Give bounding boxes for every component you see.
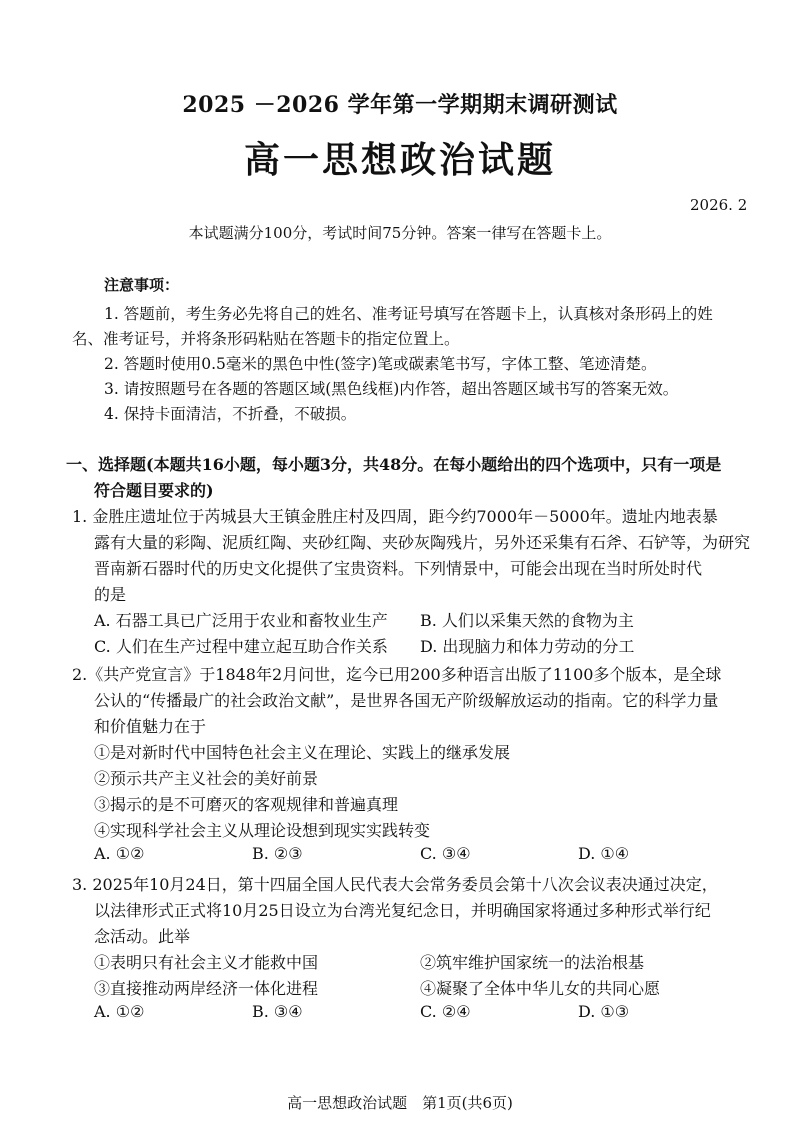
statement-item: ④凝聚了全体中华儿女的共同心愿: [420, 979, 661, 998]
statement-item: ①是对新时代中国特色社会主义在理论、实践上的继承发展: [94, 743, 511, 762]
exam-date: 2026. 2: [690, 196, 748, 214]
exam-title: 高一思想政治试题: [243, 139, 556, 181]
question-1-line: 的是: [94, 585, 127, 604]
option-a: A. ①②: [94, 844, 145, 863]
exam-subtitle: 2025 －2026 学年第一学期期末调研测试: [182, 92, 618, 118]
question-3-line: 3. 2025年10月24日，第十四届全国人民代表大会常务委员会第十八次会议表决通过决定，: [72, 875, 718, 894]
option-c: C. ③④: [420, 844, 471, 863]
question-1-line: 露有大量的彩陶、泥质红陶、夹砂红陶、夹砂灰陶残片，另外还采集有石斧、石铲等，为研究: [94, 533, 751, 552]
notice-line: 4. 保持卡面清洁，不折叠，不破损。: [104, 405, 357, 423]
section-heading-cont: 符合题目要求的): [94, 481, 214, 500]
statement-item: ①表明只有社会主义才能救中国: [94, 953, 319, 972]
question-2-line: 和价值魅力在于: [94, 717, 207, 736]
exam-note: 本试题满分100分，考试时间75分钟。答案一律写在答题卡上。: [188, 224, 612, 242]
option-a: A. ①②: [94, 1002, 145, 1021]
statement-item: ④实现科学社会主义从理论设想到现实实践转变: [94, 821, 431, 840]
option-d: D. 出现脑力和体力劳动的分工: [420, 637, 635, 656]
notice-line: 3. 请按照题号在各题的答题区域(黑色线框)内作答，超出答题区域书写的答案无效。: [104, 380, 679, 398]
page-footer: 高一思想政治试题 第1页(共6页): [287, 1094, 513, 1112]
option-a: A. 石器工具已广泛用于农业和畜牧业生产: [94, 611, 388, 630]
option-d: D. ①③: [578, 1002, 630, 1021]
statement-item: ③直接推动两岸经济一体化进程: [94, 979, 319, 998]
notice-line: 2. 答题时使用0.5毫米的黑色中性(签字)笔或碳素笔书写，字体工整、笔迹清楚。: [104, 355, 657, 373]
question-1-line: 1. 金胜庄遗址位于芮城县大王镇金胜庄村及四周，距今约7000年－5000年。遗址内地表暴: [72, 507, 718, 526]
option-c: C. ②④: [420, 1002, 471, 1021]
option-d: D. ①④: [578, 844, 630, 863]
option-b: B. ③④: [252, 1002, 303, 1021]
question-2-line: 2.《共产党宣言》于1848年2月问世，迄今已用200多种语言出版了1100多个版本，是全球: [72, 665, 722, 684]
question-3-line: 念活动。此举: [94, 927, 191, 946]
question-3-line: 以法律形式正式将10月25日设立为台湾光复纪念日，并明确国家将通过多种形式举行纪: [94, 901, 711, 920]
section-heading: 一、选择题(本题共16小题，每小题3分，共48分。在每小题给出的四个选项中，只有一项是: [66, 455, 722, 474]
statement-item: ③揭示的是不可磨灭的客观规律和普遍真理: [94, 795, 399, 814]
statement-item: ②预示共产主义社会的美好前景: [94, 769, 319, 788]
statement-item: ②筑牢维护国家统一的法治根基: [420, 953, 645, 972]
notice-line: 名、准考证号，并将条形码粘贴在答题卡的指定位置上。: [72, 330, 460, 348]
option-b: B. ②③: [252, 844, 303, 863]
notice-line: 1. 答题前，考生务必先将自己的姓名、准考证号填写在答题卡上，认真核对条形码上的姓: [104, 305, 713, 323]
option-c: C. 人们在生产过程中建立起互助合作关系: [94, 637, 388, 656]
option-b: B. 人们以采集天然的食物为主: [420, 611, 634, 630]
question-1-line: 晋南新石器时代的历史文化提供了宝贵资料。下列情景中，可能会出现在当时所处时代: [94, 559, 703, 578]
notice-title: 注意事项：: [104, 276, 180, 294]
question-2-line: 公认的“传播最广的社会政治文献”，是世界各国无产阶级解放运动的指南。它的科学力量: [94, 691, 719, 710]
